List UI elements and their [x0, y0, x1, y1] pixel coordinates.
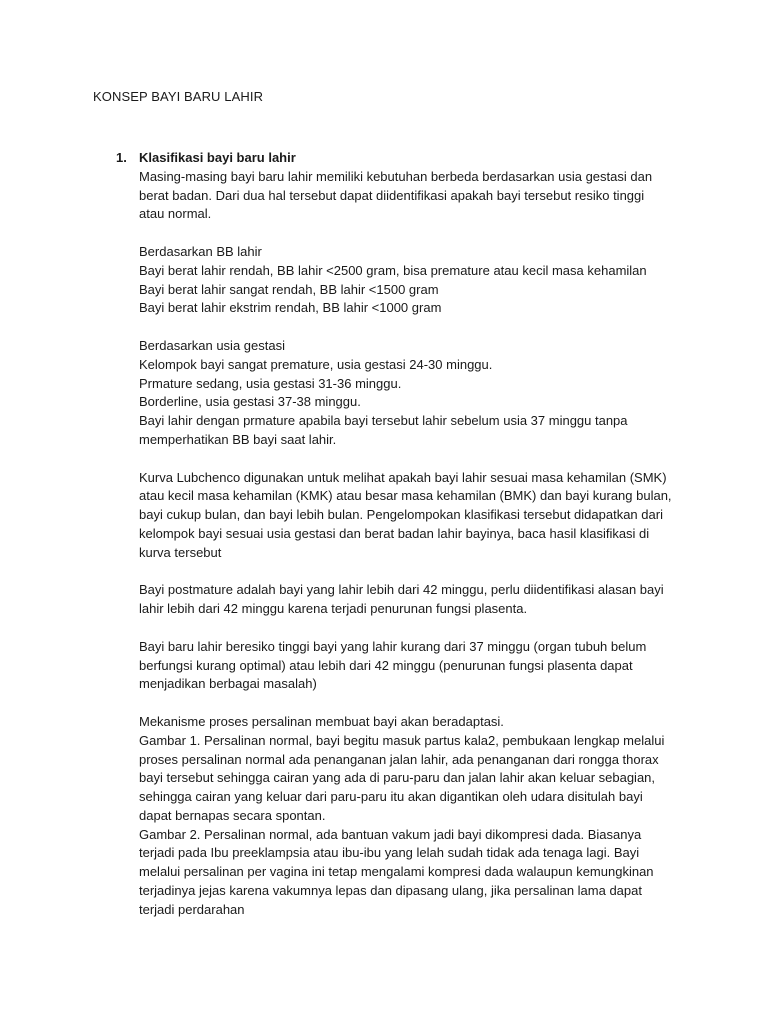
paragraph-line: menjadikan berbagai masalah): [139, 676, 317, 692]
paragraph-line: memperhatikan BB bayi saat lahir.: [139, 431, 337, 447]
paragraph-line: terjadinya jejas karena vakumnya lepas dan dipasang ulang, jika persalinan lama dapat: [139, 883, 642, 899]
paragraph-line: Gambar 1. Persalinan normal, bayi begitu masuk partus kala2, pembukaan lengkap melalui: [139, 732, 665, 748]
paragraph-line: bayi tersebut sehingga cairan yang ada di paru-paru dan jalan lahir akan keluar sebagian,: [139, 770, 656, 786]
paragraph-line: melalui persalinan per vagina ini tetap mengalami kompresi dada walaupun kemungkinan: [139, 864, 654, 880]
paragraph-line: Borderline, usia gestasi 37-38 minggu.: [139, 394, 361, 410]
subheading-usia-gestasi: Berdasarkan usia gestasi: [139, 337, 285, 353]
paragraph-line: sehingga cairan yang keluar dari paru-paru itu akan digantikan oleh udara disitulah bayi: [139, 789, 643, 805]
section-content: [139, 149, 679, 920]
paragraph-spacer: [139, 450, 679, 469]
paragraph-spacer: [139, 694, 679, 713]
paragraph-line: atau normal.: [139, 206, 212, 222]
paragraph-line: Bayi baru lahir beresiko tinggi bayi yang lahir kurang dari 37 minggu (organ tubuh belum: [139, 638, 647, 654]
paragraph-line: kurva tersebut: [139, 544, 222, 560]
section-heading: Klasifikasi bayi baru lahir: [139, 150, 296, 165]
paragraph-line: proses persalinan normal ada penanganan jalan lahir, ada penanganan dari rongga thorax: [139, 751, 659, 767]
paragraph-line: Bayi postmature adalah bayi yang lahir lebih dari 42 minggu, perlu diidentifikasi alasan bayi: [139, 582, 664, 598]
paragraph-line: dapat bernapas secara spontan.: [139, 807, 326, 823]
paragraph-line: terjadi perdarahan: [139, 901, 245, 917]
paragraph-line: Bayi lahir dengan prmature apabila bayi tersebut lahir sebelum usia 37 minggu tanpa: [139, 413, 628, 429]
paragraph-spacer: [139, 318, 679, 337]
paragraph-spacer: [139, 563, 679, 582]
paragraph-line: berat badan. Dari dua hal tersebut dapat diidentifikasi apakah bayi tersebut resiko tinggi: [139, 187, 645, 203]
paragraph-line: Kurva Lubchenco digunakan untuk melihat apakah bayi lahir sesuai masa kehamilan (SMK): [139, 469, 667, 485]
subheading-bb-lahir: Berdasarkan BB lahir: [139, 243, 262, 259]
paragraph-line: Bayi berat lahir ekstrim rendah, BB lahir <1000 gram: [139, 300, 442, 316]
paragraph-line: lahir lebih dari 42 minggu karena terjadi penurunan fungsi plasenta.: [139, 601, 528, 617]
paragraph-line: berfungsi kurang optimal) atau lebih dari 42 minggu (penurunan fungsi plasenta dapat: [139, 657, 633, 673]
paragraph-line: Kelompok bayi sangat premature, usia gestasi 24-30 minggu.: [139, 356, 493, 372]
paragraph-line: Masing-masing bayi baru lahir memiliki kebutuhan berbeda berdasarkan usia gestasi dan: [139, 168, 653, 184]
paragraph-line: Bayi berat lahir rendah, BB lahir <2500 gram, bisa premature atau kecil masa kehamilan: [139, 262, 647, 278]
paragraph-line: Bayi berat lahir sangat rendah, BB lahir <1500 gram: [139, 281, 439, 297]
paragraph-spacer: [139, 224, 679, 243]
document-title: KONSEP BAYI BARU LAHIR: [93, 89, 264, 104]
paragraph-line: bayi cukup bulan, dan bayi lebih bulan. Pengelompokan klasifikasi tersebut didapatkan dari: [139, 507, 663, 523]
paragraph-line: terjadi pada Ibu preeklampsia atau ibu-ibu yang lelah sudah tidak ada tenaga lagi. Bayi: [139, 845, 640, 861]
paragraph-line: Gambar 2. Persalinan normal, ada bantuan vakum jadi bayi dikompresi dada. Biasanya: [139, 826, 642, 842]
paragraph-line: Mekanisme proses persalinan membuat bayi akan beradaptasi.: [139, 713, 504, 729]
paragraph-spacer: [139, 619, 679, 638]
paragraph-line: Prmature sedang, usia gestasi 31-36 minggu.: [139, 375, 402, 391]
paragraph-line: atau kecil masa kehamilan (KMK) atau besar masa kehamilan (BMK) dan bayi kurang bulan,: [139, 488, 672, 504]
paragraph-line: kelompok bayi sesuai usia gestasi dan berat badan lahir bayinya, baca hasil klasifikasi di: [139, 525, 650, 541]
list-number: 1.: [116, 150, 127, 165]
